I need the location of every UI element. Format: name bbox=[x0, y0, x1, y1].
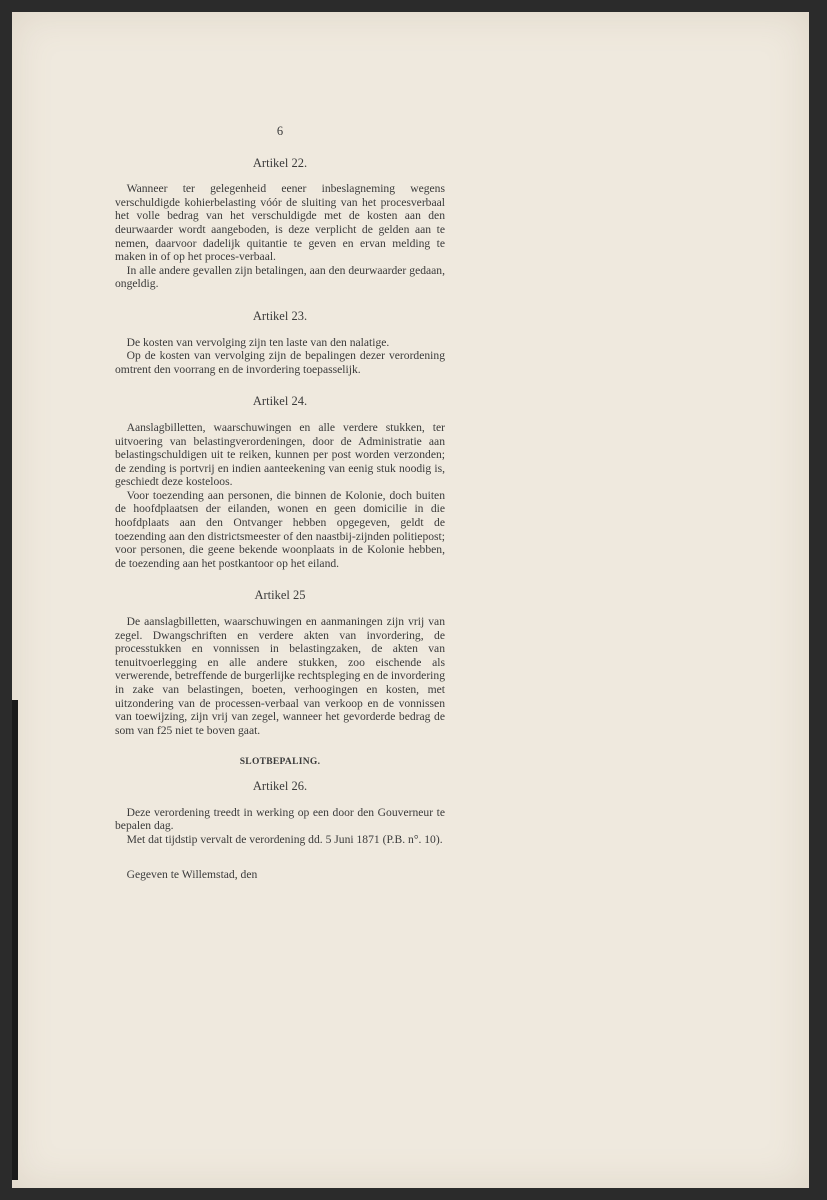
article-paragraph: Aanslagbilletten, waarschuwingen en alle verdere stukken, ter uitvoering van belastingverordeningen, door de Administratie aan belastingschuldigen uit te reiken, kunnen per post worden verzonden; de zending is portvrij en indien aanteekening van eenig stuk noodig is, geschiedt deze kosteloos. bbox=[115, 420, 445, 489]
article-heading: Artikel 26. bbox=[252, 778, 308, 793]
document-text bbox=[115, 115, 445, 882]
article-heading: Artikel 24. bbox=[252, 394, 308, 409]
article-paragraph: Deze verordening treedt in werking op een door den Gouverneur te bepalen dag. bbox=[115, 805, 445, 833]
article-22 bbox=[115, 157, 445, 291]
article-paragraph: Met dat tijdstip vervalt de verordening dd. 5 Juni 1871 (P.B. n°. 10). bbox=[126, 832, 443, 846]
article-paragraph: Wanneer ter gelegenheid eener inbeslagneming wegens verschuldigde kohierbelasting vóór de sluiting van het procesverbaal het volle bedrag van het verschuldigde met de kosten aan den deurwaarder wordt aangeboden, is deze verplicht de gelden aan te nemen, daarvoor dadelijk quitantie te geven en ervan melding te maken in of op het proces-verbaal. bbox=[115, 182, 445, 264]
article-paragraph: De aanslagbilletten, waarschuwingen en aanmaningen zijn vrij van zegel. Dwangschriften en verdere akten van invordering, de processtukken en vonnissen in belastingzaken, de akten van tenuitvoerlegging en alle andere stukken, zoo eischende als verwerende, betreffende de burgerlijke rechtspleging en de invordering in zake van belastingen, boeten, verhoogingen en kosten, met uitzondering van de processen-verbaal van verkoop en de vonnissen van toewijzing, zijn vrij van zegel, wanneer het gevorderde bedrag de som van f25 niet te boven gaat. bbox=[115, 615, 445, 737]
paper-sheet bbox=[12, 12, 809, 1188]
signature-line: Gegeven te Willemstad, den bbox=[126, 868, 258, 882]
article-heading: Artikel 23. bbox=[252, 308, 308, 323]
section-label: SLOTBEPALING. bbox=[239, 757, 321, 768]
scan-edge-shadow bbox=[12, 700, 18, 1180]
article-paragraph: In alle andere gevallen zijn betalingen, aan den deurwaarder gedaan, ongeldig. bbox=[115, 263, 445, 291]
article-paragraph: Op de kosten van vervolging zijn de bepalingen dezer verordening omtrent den voorrang en de invordering toepasselijk. bbox=[115, 349, 445, 376]
article-23 bbox=[115, 310, 445, 376]
article-paragraph: Voor toezending aan personen, die binnen de Kolonie, doch buiten de hoofdplaatsen der eilanden, wonen en geen domicilie in die hoofdplaats aan den Ontvanger hebben opgegeven, geldt de toezending aan den districtsmeester of den naastbij-zijnden politiepost; voor personen, die geene bekende woonplaats in de Kolonie hebben, de toezending aan het postkantoor op het eiland. bbox=[115, 488, 445, 570]
article-25 bbox=[115, 589, 445, 737]
article-heading: Artikel 22. bbox=[252, 155, 308, 170]
article-heading: Artikel 25 bbox=[254, 588, 306, 603]
article-paragraph: De kosten van vervolging zijn ten laste van den nalatige. bbox=[126, 335, 390, 349]
final-provision bbox=[115, 756, 445, 846]
article-24 bbox=[115, 395, 445, 570]
page-number: 6 bbox=[276, 124, 284, 138]
